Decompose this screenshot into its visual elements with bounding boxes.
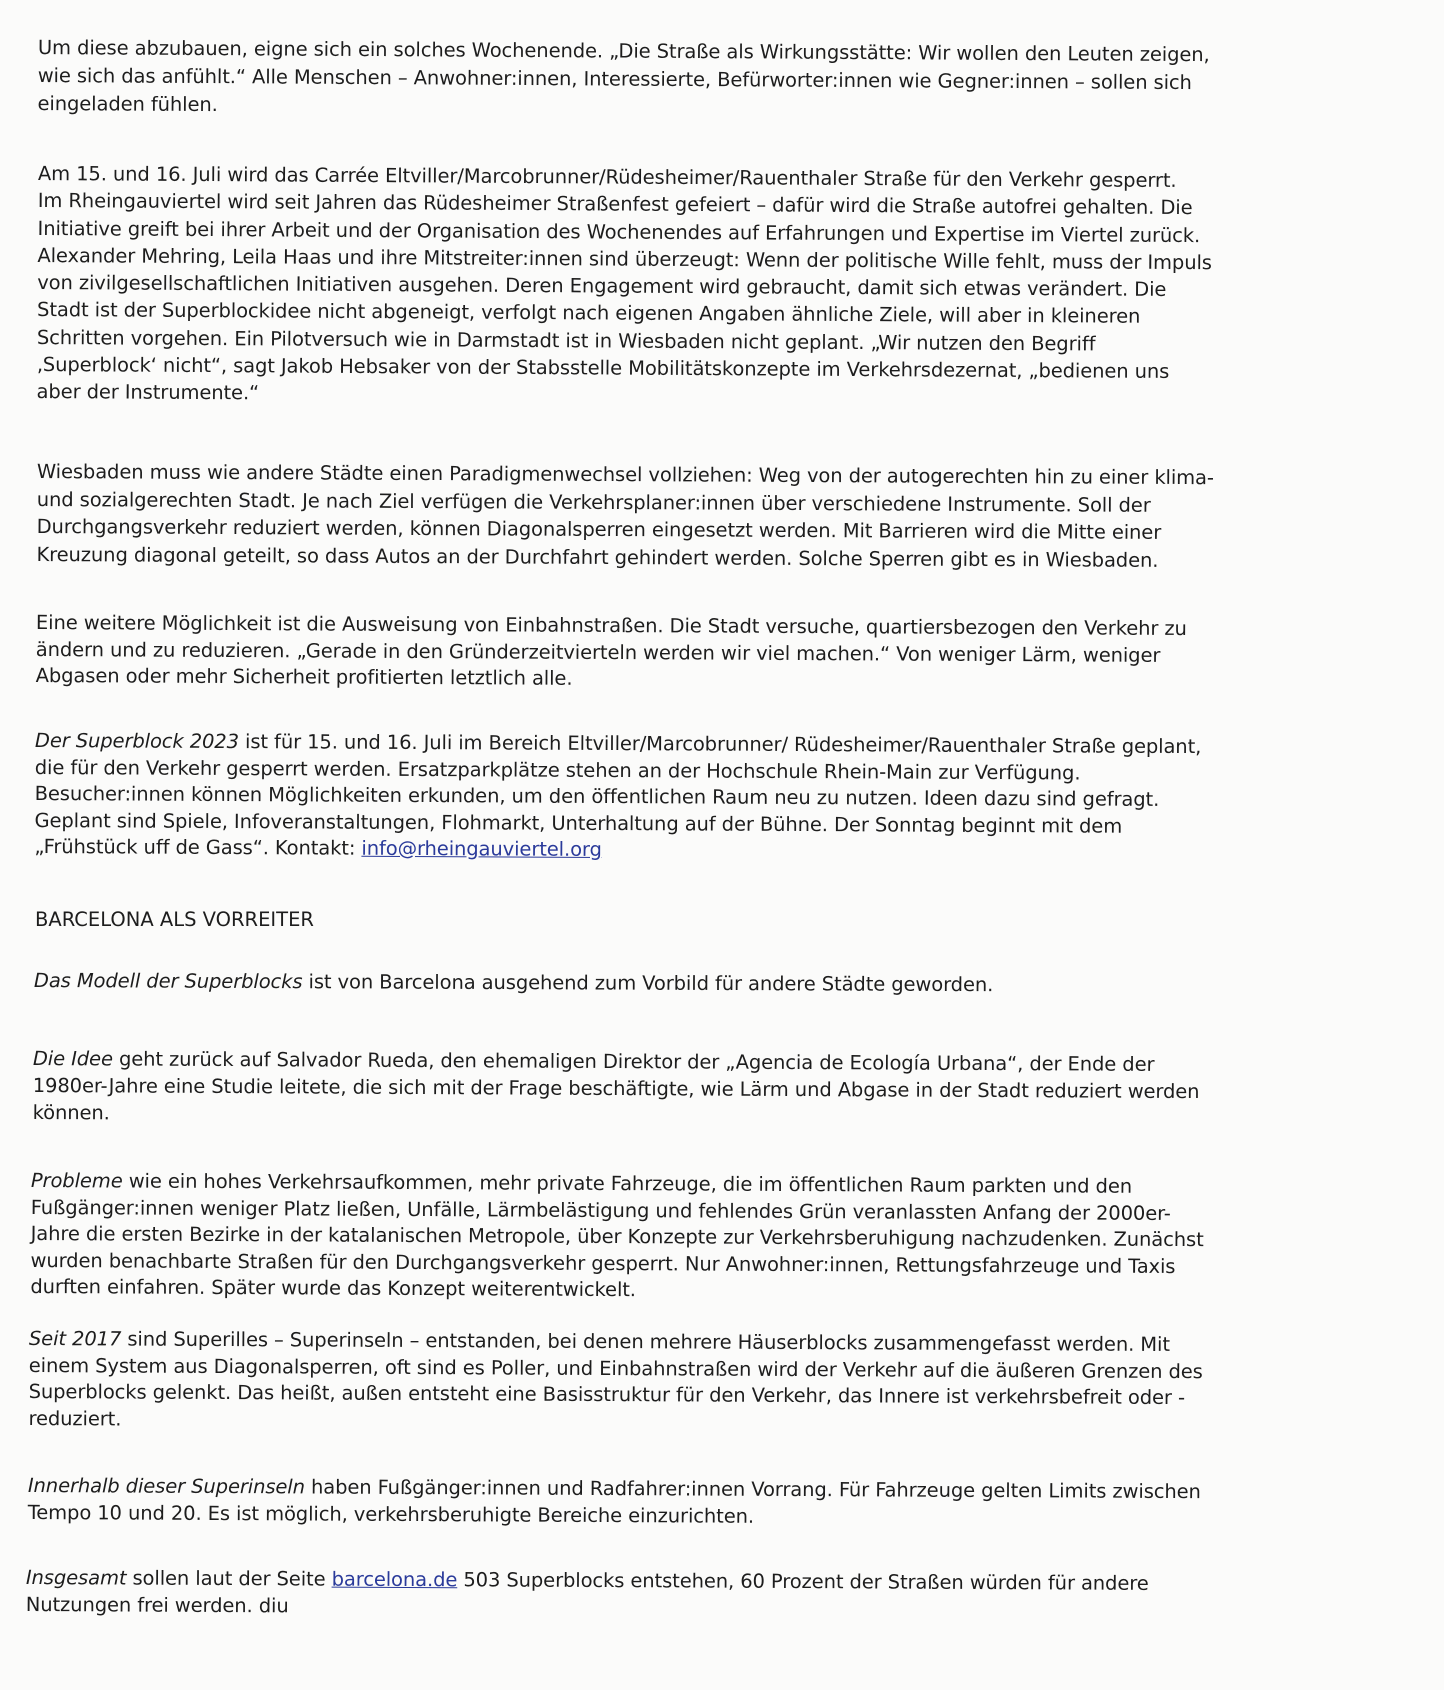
italic-lead: Der Superblock 2023 — [34, 729, 240, 754]
italic-lead: Insgesamt — [25, 1566, 127, 1590]
text-line: ändern und zu reduzieren. „Gerade in den Gründerzeitvierteln werden wir viel machen.“ Von weniger Lärm, weniger — [35, 637, 1161, 667]
text-line: ‚Superblock‘ nicht“, sagt Jakob Hebsaker von der Stabsstelle Mobilitätskonzepte im Verkehrsdezernat, „bedienen uns — [36, 353, 1170, 383]
text-line: Um diese abzubauen, eigne sich ein solches Wochenende. „Die Straße als Wirkungsstätte: Wir wollen den Leuten zeigen, — [37, 35, 1210, 67]
text-line: Eine weitere Möglichkeit ist die Ausweisung von Einbahnstraßen. Die Stadt versuche, quartiersbezogen den Verkehr zu — [35, 611, 1187, 641]
text-line: durften einfahren. Später wurde das Konzept weiterentwickelt. — [30, 1274, 637, 1302]
italic-lead: Probleme — [30, 1169, 123, 1193]
text-span: haben Fußgänger:innen und Radfahrer:innen Vorrang. Für Fahrzeuge gelten Limits zwischen — [304, 1475, 1201, 1504]
text-line: einem System aus Diagonalsperren, oft sind es Poller, und Einbahnstraßen wird der Verkehr auf die äußeren Grenzen des — [28, 1353, 1203, 1383]
text-line: Jahre die ersten Bezirke in der katalanischen Metropole, über Konzepte zur Verkehrsberuhigung nachzudenken. Zunächst — [30, 1221, 1204, 1252]
text-line: Wiesbaden muss wie andere Städte einen Paradigmenwechsel vollziehen: Weg von der autogerechten hin zu einer klima- — [36, 459, 1214, 490]
text-line: die für den Verkehr gesperrt werden. Ersatzparkplätze stehen an der Hochschule Rhein-Main zur Verfügung. — [34, 755, 1081, 784]
text-span: 503 Superblocks entstehen, 60 Prozent der Straßen würden für andere — [457, 1568, 1149, 1595]
contact-email-link[interactable]: info@rheingauviertel.org — [361, 836, 602, 861]
text-line: Fußgänger:innen weniger Platz ließen, Unfälle, Lärmbelästigung und fehlendes Grün veranlassten Anfang der 2000er- — [30, 1195, 1171, 1225]
text-line: können. — [32, 1100, 110, 1125]
paragraph-5 — [34, 728, 1201, 867]
text-line: von zivilgesellschaftlichen Initiativen ausgehen. Deren Engagement wird gebraucht, damit sich etwas verändert. Die — [37, 271, 1167, 302]
text-line: Durchgangsverkehr reduziert werden, können Diagonalsperren eingesetzt werden. Mit Barrieren wird die Mitte einer — [36, 514, 1162, 544]
text-line: wurden benachbarte Straßen für den Durchgangsverkehr gesperrt. Nur Anwohner:innen, Rettungsfahrzeuge und Taxis — [30, 1248, 1176, 1278]
paragraph-3 — [36, 458, 1214, 574]
text-line — [34, 967, 993, 999]
text-span: geht zurück auf Salvador Rueda, den ehemaligen Direktor der „Agencia de Ecología Urbana“, der Ende der — [112, 1047, 1155, 1076]
text-line: Abgasen oder mehr Sicherheit profitierten letztlich alle. — [35, 663, 573, 690]
text-line: Tempo 10 und 20. Es ist möglich, verkehrsberuhigte Bereiche einzurichten. — [27, 1500, 755, 1528]
paragraph-1 — [37, 34, 1209, 125]
text-span: ist von Barcelona ausgehend zum Vorbild für andere Städte geworden. — [302, 970, 994, 997]
text-line: Schritten vorgehen. Ein Pilotversuch wie in Darmstadt ist in Wiesbaden nicht geplant. „Wir nutzen den Begriff — [36, 325, 1096, 356]
paragraph-4 — [36, 610, 1187, 696]
paragraph-2 — [36, 160, 1212, 413]
text-line: Superblocks gelenkt. Das heißt, außen entsteht eine Basisstruktur für den Verkehr, das Innere ist verkehrsbefreit oder - — [28, 1379, 1185, 1410]
text-line: Am 15. und 16. Juli wird das Carrée Eltviller/Marcobrunner/Rüdesheimer/Rauenthaler Straße für den Verkehr gesperrt. — [37, 161, 1177, 192]
paragraph-10 — [28, 1472, 1201, 1532]
paragraph-8 — [30, 1168, 1204, 1307]
text-span: wie ein hohes Verkehrsaufkommen, mehr private Fahrzeuge, die im öffentlichen Raum parkten und den — [122, 1169, 1133, 1198]
text-line: Alexander Mehring, Leila Haas und ihre Mitstreiter:innen sind überzeugt: Wenn der politische Wille fehlt, muss der Impuls — [37, 243, 1212, 275]
text-line: Initiative greift bei ihrer Arbeit und der Organisation des Wochenendes auf Erfahrungen und Expertise im Viertel zurück. — [37, 216, 1201, 247]
italic-lead: Seit 2017 — [28, 1327, 122, 1351]
text-line: reduziert. — [28, 1406, 122, 1430]
text-line: Geplant sind Spiele, Infoveranstaltungen, Flohmarkt, Unterhaltung auf der Bühne. Der Sonntag beginnt mit dem — [34, 808, 1123, 838]
text-line: 1980er-Jahre eine Studie leitete, die sich mit der Frage beschäftigte, wie Lärm und Abgase in der Stadt reduziert werden — [32, 1073, 1200, 1104]
text-line: Nutzungen frei werden. diu — [25, 1592, 289, 1618]
paragraph-7 — [33, 1045, 1200, 1132]
text-line: Besucher:innen können Möglichkeiten erkunden, um den öffentlichen Raum neu zu nutzen. Ideen dazu sind gefragt. — [34, 781, 1160, 811]
text-span: ist für 15. und 16. Juli im Bereich Eltviller/Marcobrunner/ Rüdesheimer/Rauenthaler Straße geplant, — [238, 730, 1202, 759]
text-span: sind Superilles – Superinseln – entstanden, bei denen mehrere Häuserblocks zusammengefasst werden. Mit — [121, 1327, 1170, 1356]
text-line: Stadt ist der Superblockidee nicht abgeneigt, verfolgt nach eigenen Angaben ähnliche Ziele, will aber in kleineren — [37, 298, 1141, 329]
text-line: Kreuzung diagonal geteilt, so dass Autos an der Durchfahrt gehindert werden. Solche Sperren gibt es in Wiesbaden. — [36, 542, 1159, 572]
section-heading: BARCELONA ALS VORREITER — [35, 908, 314, 931]
text-line: aber der Instrumente.“ — [36, 380, 260, 405]
text-line: wie sich das anfühlt.“ Alle Menschen – Anwohner:innen, Interessierte, Befürworter:innen wie Gegner:innen – sollen sich — [37, 63, 1192, 95]
italic-lead: Innerhalb dieser Superinseln — [27, 1474, 305, 1499]
paragraph-11 — [26, 1564, 1149, 1624]
paragraph-6 — [34, 967, 993, 999]
italic-lead: Die Idee — [32, 1047, 113, 1071]
paragraph-9 — [28, 1326, 1203, 1438]
text-span: „Frühstück uff de Gass“. Kontakt: — [34, 834, 362, 860]
text-line: Im Rheingauviertel wird seit Jahren das Rüdesheimer Straßenfest gefeiert – dafür wird die Straße autofrei gehalten. Die — [37, 189, 1193, 220]
barcelona-link[interactable]: barcelona.de — [331, 1567, 458, 1592]
text-line: und sozialgerechten Stadt. Je nach Ziel verfügen die Verkehrsplaner:innen über verschiedene Instrumente. Soll der — [36, 487, 1151, 517]
text-line: eingeladen fühlen. — [37, 91, 218, 117]
text-span: sollen laut der Seite — [126, 1566, 332, 1591]
italic-lead: Das Modell der Superblocks — [33, 969, 303, 994]
